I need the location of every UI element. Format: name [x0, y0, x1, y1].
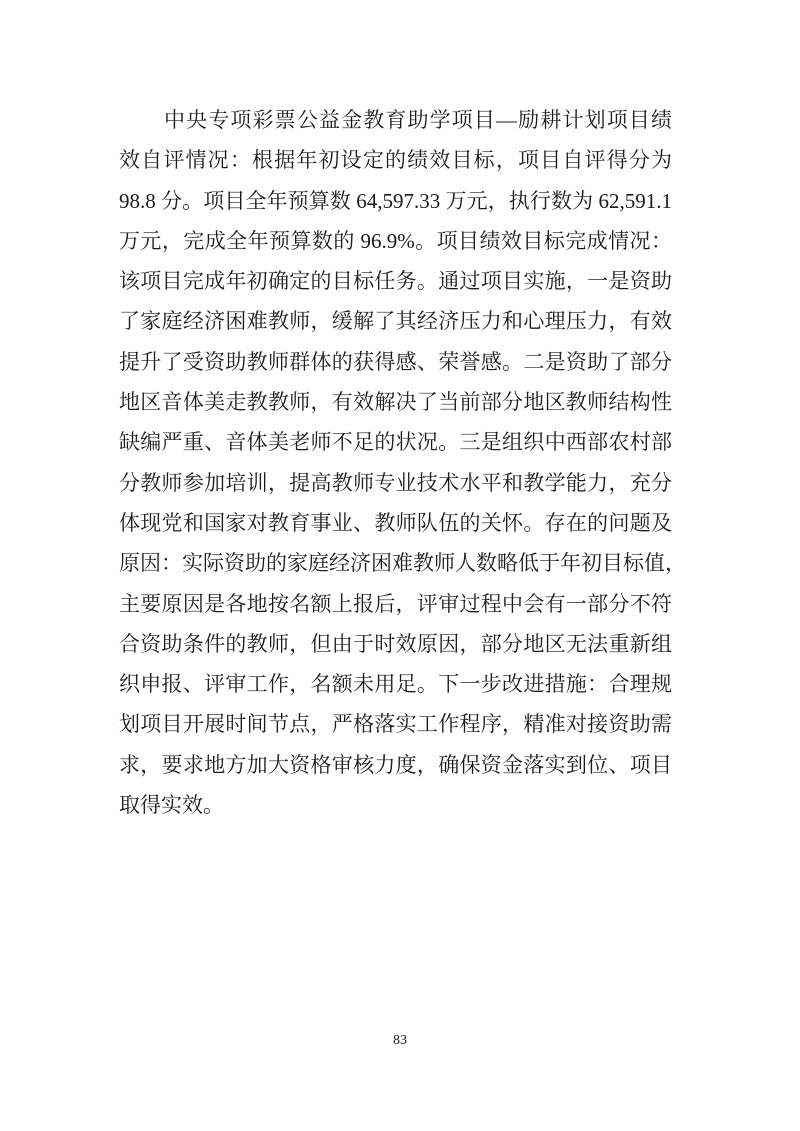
page-number: 83: [393, 1033, 407, 1048]
paragraph-line: 地区音体美走教教师，有效解决了当前部分地区教师结构性: [119, 390, 672, 415]
paragraph-line: 取得实效。: [119, 793, 224, 818]
paragraph-line: 98.8 分。项目全年预算数 64,597.33 万元，执行数为 62,591.1: [119, 188, 672, 213]
paragraph-line: 原因：实际资助的家庭经济困难教师人数略低于年初目标值，: [119, 551, 686, 576]
paragraph-line: 了家庭经济困难教师，缓解了其经济压力和心理压力，有效: [119, 309, 672, 334]
paragraph-line: 万元，完成全年预算数的 96.9%。项目绩效目标完成情况：: [119, 228, 672, 253]
paragraph-line: 求，要求地方加大资格审核力度，确保资金落实到位、项目: [119, 752, 672, 777]
paragraph-line: 划项目开展时间节点，严格落实工作程序，精准对接资助需: [119, 712, 672, 737]
paragraph-line: 缺编严重、音体美老师不足的状况。三是组织中西部农村部: [119, 430, 672, 455]
paragraph-line: 提升了受资助教师群体的获得感、荣誉感。二是资助了部分: [119, 349, 672, 374]
paragraph-line: 分教师参加培训，提高教师专业技术水平和教学能力，充分: [119, 470, 672, 495]
paragraph-line: 该项目完成年初确定的目标任务。通过项目实施，一是资助: [119, 269, 672, 294]
paragraph: [119, 100, 686, 825]
paragraph-line: 体现党和国家对教育事业、教师队伍的关怀。存在的问题及: [119, 510, 672, 535]
paragraph-line: 效自评情况：根据年初设定的绩效目标，项目自评得分为: [119, 148, 672, 173]
paragraph-line: 织申报、评审工作，名额未用足。下一步改进措施：合理规: [119, 672, 672, 697]
paragraph-line: 主要原因是各地按名额上报后，评审过程中会有一部分不符: [119, 591, 672, 616]
paragraph-line: 中央专项彩票公益金教育助学项目—励耕计划项目绩: [164, 108, 672, 132]
paragraph-line: 合资助条件的教师，但由于时效原因，部分地区无法重新组: [119, 631, 672, 656]
